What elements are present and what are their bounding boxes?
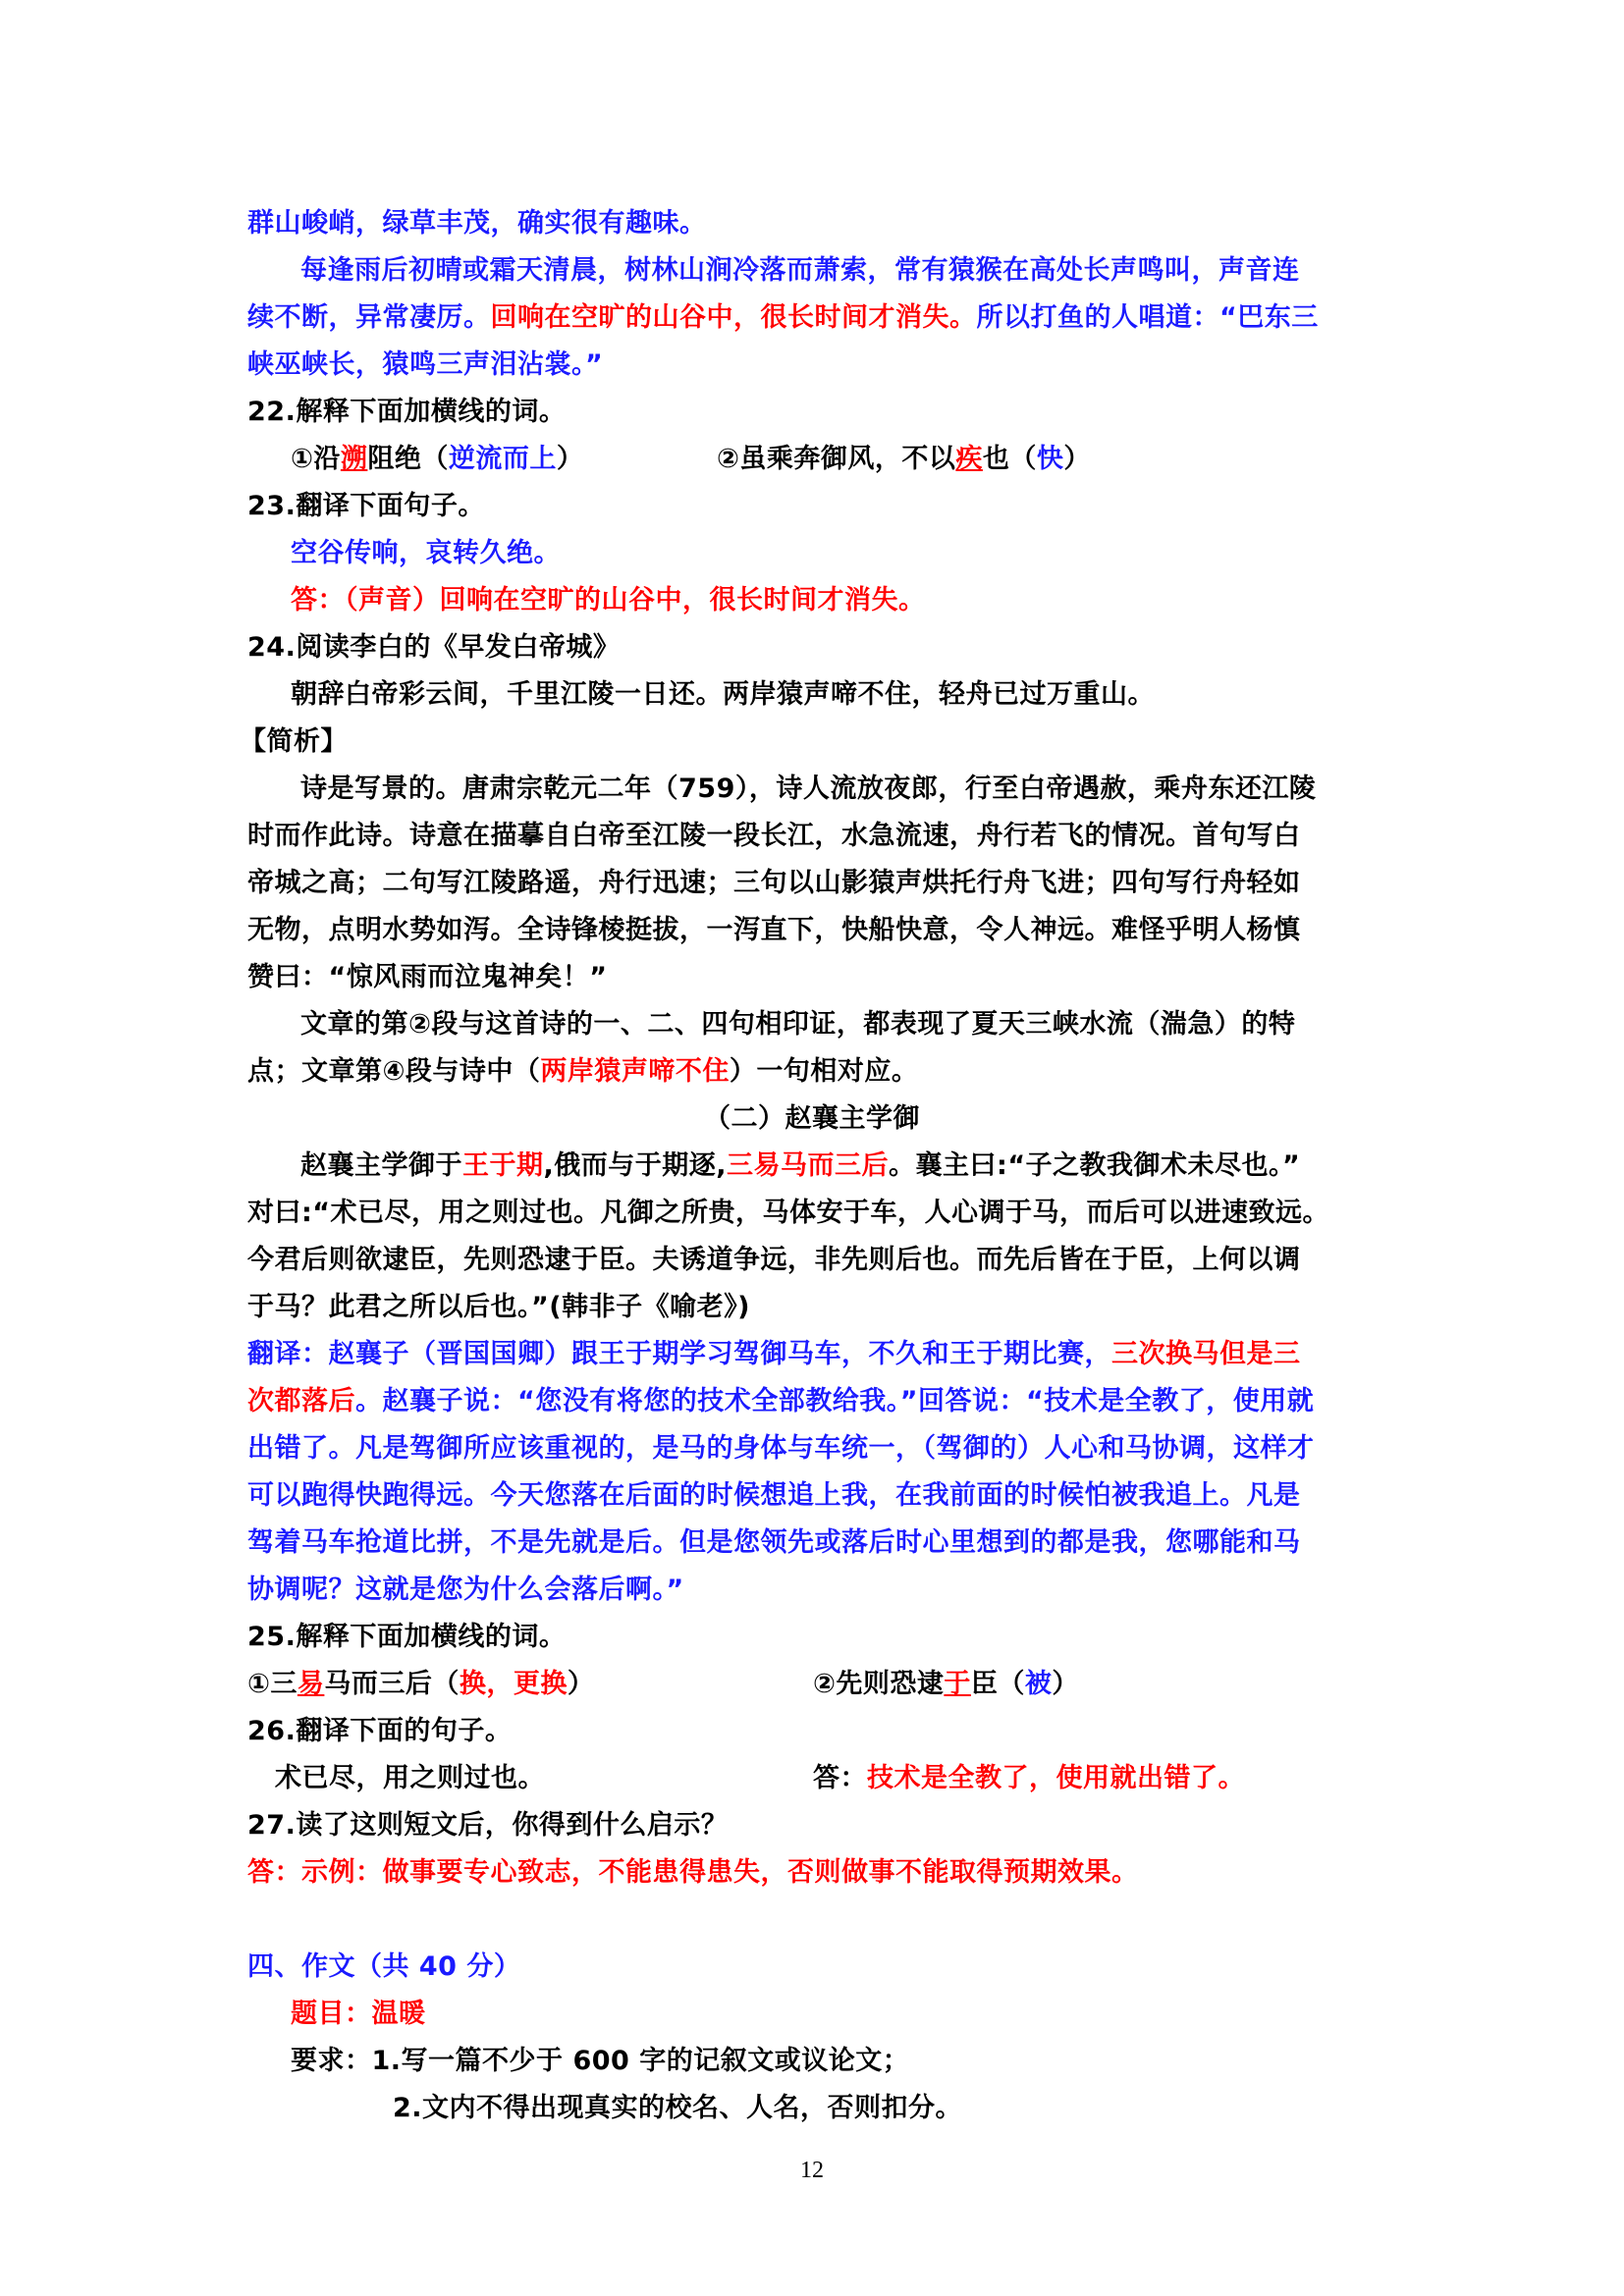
q25-a-answer: 换，更换 [459,1669,568,1699]
essay-section-title: 四、作文（共 40 分） [247,1951,521,1982]
question-23-sentence: 空谷传响，哀转久绝。 [291,538,561,568]
translation-2-line-2 [247,1384,1396,1419]
q25-b-end: ） [1052,1669,1079,1699]
q25-a-end: ） [567,1669,595,1699]
translation-2-line-4: 可以跑得快跑得远。今天您落在后面的时候想追上我，在我前面的时候怕被我追上。凡是 [247,1480,1301,1511]
analysis-line-3: 帝城之高；二句写江陵路遥，舟行迅速；三句以山影猿声烘托行舟飞进；四句写行舟轻如 [247,868,1301,898]
page-number: 12 [800,2158,824,2183]
translation-line-2: 每逢雨后初晴或霜天清晨，树林山涧冷落而萧索，常有猿猴在高处长声鸣叫，声音连 [300,255,1300,286]
q22-b-mid: 也（ [982,444,1037,474]
classical-1-b: 王于期 [462,1150,544,1181]
analysis-line-5: 赞曰：“惊风雨而泣鬼神矣！” [247,962,608,992]
classical-1-c: ,俄而与于期逐, [543,1150,728,1181]
translation-2-2-a: 次都落后 [247,1386,355,1416]
q25-a-mid: 马而三后（ [324,1669,460,1699]
q22-a-underlined-word: 溯 [340,444,368,474]
classical-text-line-1 [300,1148,1449,1184]
translation-2-line-5: 驾着马车抢道比拼，不是先就是后。但是您领先或落后时心里想到的都是我，您哪能和马 [247,1527,1301,1558]
classical-1-e: 。襄主曰:“子之教我御术未尽也。” [889,1150,1301,1181]
question-25-item-b [813,1667,1402,1702]
q25-a-prefix: ①三 [247,1669,298,1699]
question-23-title: 23.翻译下面句子。 [247,491,485,521]
analysis-label: 【简析】 [240,726,348,757]
translation-2-1-a: 翻译：赵襄子（晋国国卿）跟王于期学习驾御马车，不久和王于期比赛， [247,1339,1111,1369]
question-27-title: 27.读了这则短文后，你得到什么启示？ [247,1810,729,1841]
q22-b-prefix: ②虽乘奔御风，不以 [717,444,956,474]
q22-b-underlined-word: 疾 [955,444,983,474]
q26-answer-text: 技术是全教了，使用就出错了。 [867,1763,1245,1793]
classical-text-line-3: 今君后则欲逮臣，先则恐逮于臣。夫诱道争远，非先则后也。而先后皆在于臣，上何以调 [247,1245,1301,1275]
translation-2-line-6: 协调呢？这就是您为什么会落后啊。” [247,1575,684,1605]
q25-b-mid: 臣（ [970,1669,1025,1699]
translation-line-3-part-c: 所以打鱼的人唱道：“巴东三 [976,302,1319,333]
classical-text-line-2: 对曰:“术已尽，用之则过也。凡御之所贵，马体安于车，人心调于马，而后可以进速致远。 [247,1198,1330,1228]
translation-2-line-1 [247,1337,1396,1372]
essay-requirement-1: 要求：1.写一篇不少于 600 字的记叙文或议论文； [291,2046,910,2076]
question-27-answer: 答：示例：做事要专心致志，不能患得患失，否则做事不能取得预期效果。 [247,1857,1139,1888]
analysis-line-1: 诗是写景的。唐肃宗乾元二年（759），诗人流放夜郎，行至白帝遇赦，乘舟东还江陵 [300,774,1317,804]
translation-line-3-part-b: 回响在空旷的山谷中，很长时间才消失。 [490,302,977,333]
analysis-line-4: 无物，点明水势如泻。全诗锋棱挺拔，一泻直下，快船快意，令人神远。难怪乎明人杨慎 [247,915,1301,945]
analysis-line-6: 文章的第②段与这首诗的一、二、四句相印证，都表现了夏天三峡水流（湍急）的特 [300,1009,1296,1040]
analysis-line-7-c: ）一句相对应。 [729,1056,919,1087]
analysis-line-7 [247,1054,1396,1090]
essay-requirement-2: 2.文内不得出现真实的校名、人名，否则扣分。 [393,2093,963,2123]
question-26-title: 26.翻译下面的句子。 [247,1716,513,1746]
translation-line-4: 峡巫峡长，猿鸣三声泪沾裳。” [247,349,604,380]
classical-text-line-4: 于马？此君之所以后也。”(韩非子《喻老》) [247,1292,750,1322]
poem-text: 朝辞白帝彩云间，千里江陵一日还。两岸猿声啼不住，轻舟已过万重山。 [291,679,1155,710]
q22-a-prefix: ①沿 [291,444,341,474]
translation-2-1-b: 三次换马但是三 [1111,1339,1301,1369]
translation-2-line-3: 出错了。凡是驾御所应该重视的，是马的身体与车统一，（驾御的）人心和马协调，这样才 [247,1433,1315,1464]
section-2-title: （二）赵襄主学御 [704,1103,920,1134]
question-26-answer [813,1761,1402,1796]
question-22-title: 22.解释下面加横线的词。 [247,397,567,427]
analysis-line-2: 时而作此诗。诗意在描摹自白帝至江陵一段长江，水急流速，舟行若飞的情况。首句写白 [247,821,1301,851]
q25-b-answer: 被 [1024,1669,1053,1699]
q22-b-answer: 快 [1036,444,1064,474]
q22-a-end: ） [556,444,584,474]
question-23-answer: 答：（声音）回响在空旷的山谷中，很长时间才消失。 [291,585,926,615]
question-25-title: 25.解释下面加横线的词。 [247,1622,567,1652]
q22-a-answer: 逆流而上 [448,444,557,474]
classical-1-a: 赵襄主学御于 [300,1150,462,1181]
question-24-title: 24.阅读李白的《早发白帝城》 [247,632,621,663]
q25-a-underlined-word: 易 [297,1669,325,1699]
analysis-line-7-a: 点；文章第④段与诗中（ [247,1056,541,1087]
classical-1-d: 三易马而三后 [727,1150,890,1181]
translation-2-2-b: 。赵襄子说：“您没有将您的技术全部教给我。”回答说：“技术是全教了，使用就 [355,1386,1315,1416]
q26-answer-label: 答： [813,1763,867,1793]
q25-b-prefix: ②先则恐逮 [813,1669,945,1699]
question-26-sentence: 术已尽，用之则过也。 [275,1763,545,1793]
question-22-item-b [717,442,1404,477]
analysis-line-7-answer: 两岸猿声啼不住 [540,1056,730,1087]
translation-line-3 [247,300,1396,336]
essay-topic: 题目：温暖 [291,1999,426,2029]
q25-b-underlined-word: 于 [944,1669,971,1699]
translation-line-1: 群山峻峭，绿草丰茂，确实很有趣味。 [247,208,707,239]
translation-line-3-part-a: 续不断，异常凄厉。 [247,302,491,333]
q22-b-end: ） [1063,444,1091,474]
q22-a-mid: 阻绝（ [367,444,449,474]
